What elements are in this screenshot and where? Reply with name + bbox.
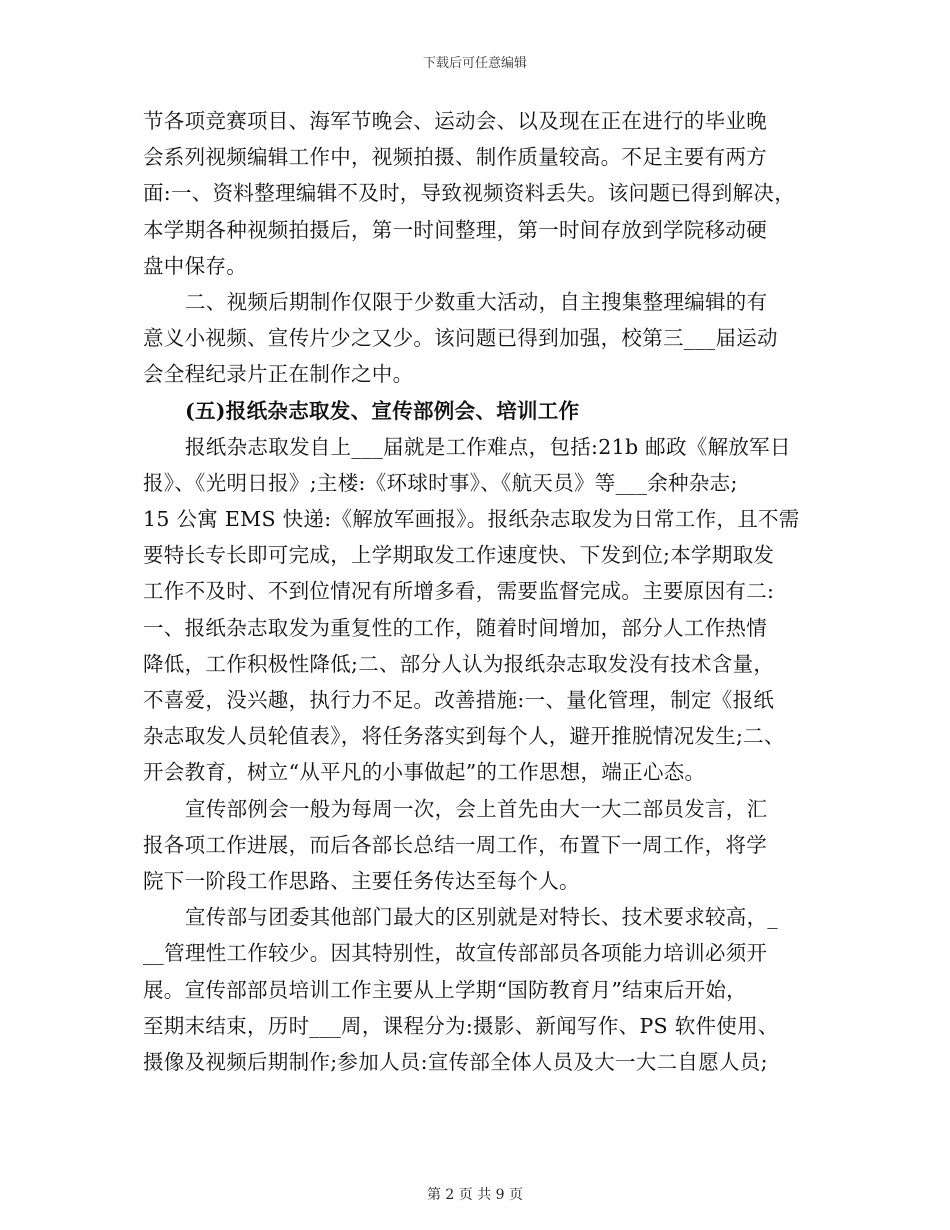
text-line: 宣传部例会一般为每周一次，会上首先由大一大二部员发言，汇	[185, 796, 768, 821]
section-heading: (五)报纸杂志取发、宣传部例会、培训工作	[185, 398, 580, 423]
text-line: 报》、《光明日报》;主楼:《环球时事》、《航天员》等___余种杂志;	[143, 470, 738, 495]
text-line: 会系列视频编辑工作中，视频拍摄、制作质量较高。不足主要有两方	[143, 145, 767, 170]
document-body	[143, 103, 823, 1080]
text-line: 院下一阶段工作思路、主要任务传达至每个人。	[143, 868, 580, 893]
page-footer: 第 2 页 共 9 页	[426, 1187, 524, 1203]
text-line: 开会教育，树立“从平凡的小事做起”的工作思想，端正心态。	[143, 760, 706, 785]
text-line: 15 公寓 EMS 快递:《解放军画报》。报纸杂志取发为日常工作，且不需	[143, 507, 800, 532]
text-line: 节各项竞赛项目、海军节晚会、运动会、以及现在正在进行的毕业晚	[143, 109, 767, 133]
text-line: 面:一、资料整理编辑不及时，导致视频资料丢失。该问题已得到解决，	[143, 181, 796, 206]
text-line: 摄像及视频后期制作;参加人员:宣传部全体人员及大一大二自愿人员;	[143, 1049, 768, 1074]
text-line: 宣传部与团委其他部门最大的区别就是对特长、技术要求较高，_	[185, 905, 778, 930]
text-line: 至期末结束，历时___周，课程分为:摄影、新闻写作、PS 软件使用、	[143, 1013, 779, 1038]
text-line: 本学期各种视频拍摄后，第一时间整理，第一时间存放到学院移动硬	[143, 217, 767, 242]
text-line: 展。宣传部部员培训工作主要从上学期“国防教育月”结束后开始，	[143, 977, 747, 1002]
text-line: 不喜爱，没兴趣，执行力不足。改善措施:一、量化管理，制定《报纸	[143, 688, 775, 712]
text-line: 杂志取发人员轮值表》，将任务落实到每个人，避开推脱情况发生;二、	[143, 724, 785, 749]
text-line: 工作不及时、不到位情况有所增多看，需要监督完成。主要原因有二:	[143, 579, 775, 604]
text-line: 意义小视频、宣传片少之又少。该问题已得到加强，校第三___届运动	[143, 326, 778, 351]
text-line: 一、报纸杂志取发为重复性的工作，随着时间增加，部分人工作热情	[143, 615, 767, 640]
text-line: 二、视频后期制作仅限于少数重大活动，自主搜集整理编辑的有	[185, 289, 768, 314]
text-line: 报各项工作进展，而后各部长总结一周工作，布置下一周工作，将学	[143, 832, 767, 857]
text-line: 降低，工作积极性降低;二、部分人认为报纸杂志取发没有技术含量，	[143, 651, 775, 676]
text-line: 会全程纪录片正在制作之中。	[143, 362, 414, 387]
text-line: 报纸杂志取发自上___届就是工作难点，包括:21b 邮政《解放军日	[185, 434, 791, 459]
text-line: 要特长专长即可完成，上学期取发工作速度快、下发到位;本学期取发	[143, 543, 775, 568]
text-line: __管理性工作较少。因其特别性，故宣传部部员各项能力培训必须开	[143, 941, 768, 966]
text-line: 盘中保存。	[143, 253, 247, 278]
page-header: 下载后可任意编辑	[422, 56, 527, 71]
